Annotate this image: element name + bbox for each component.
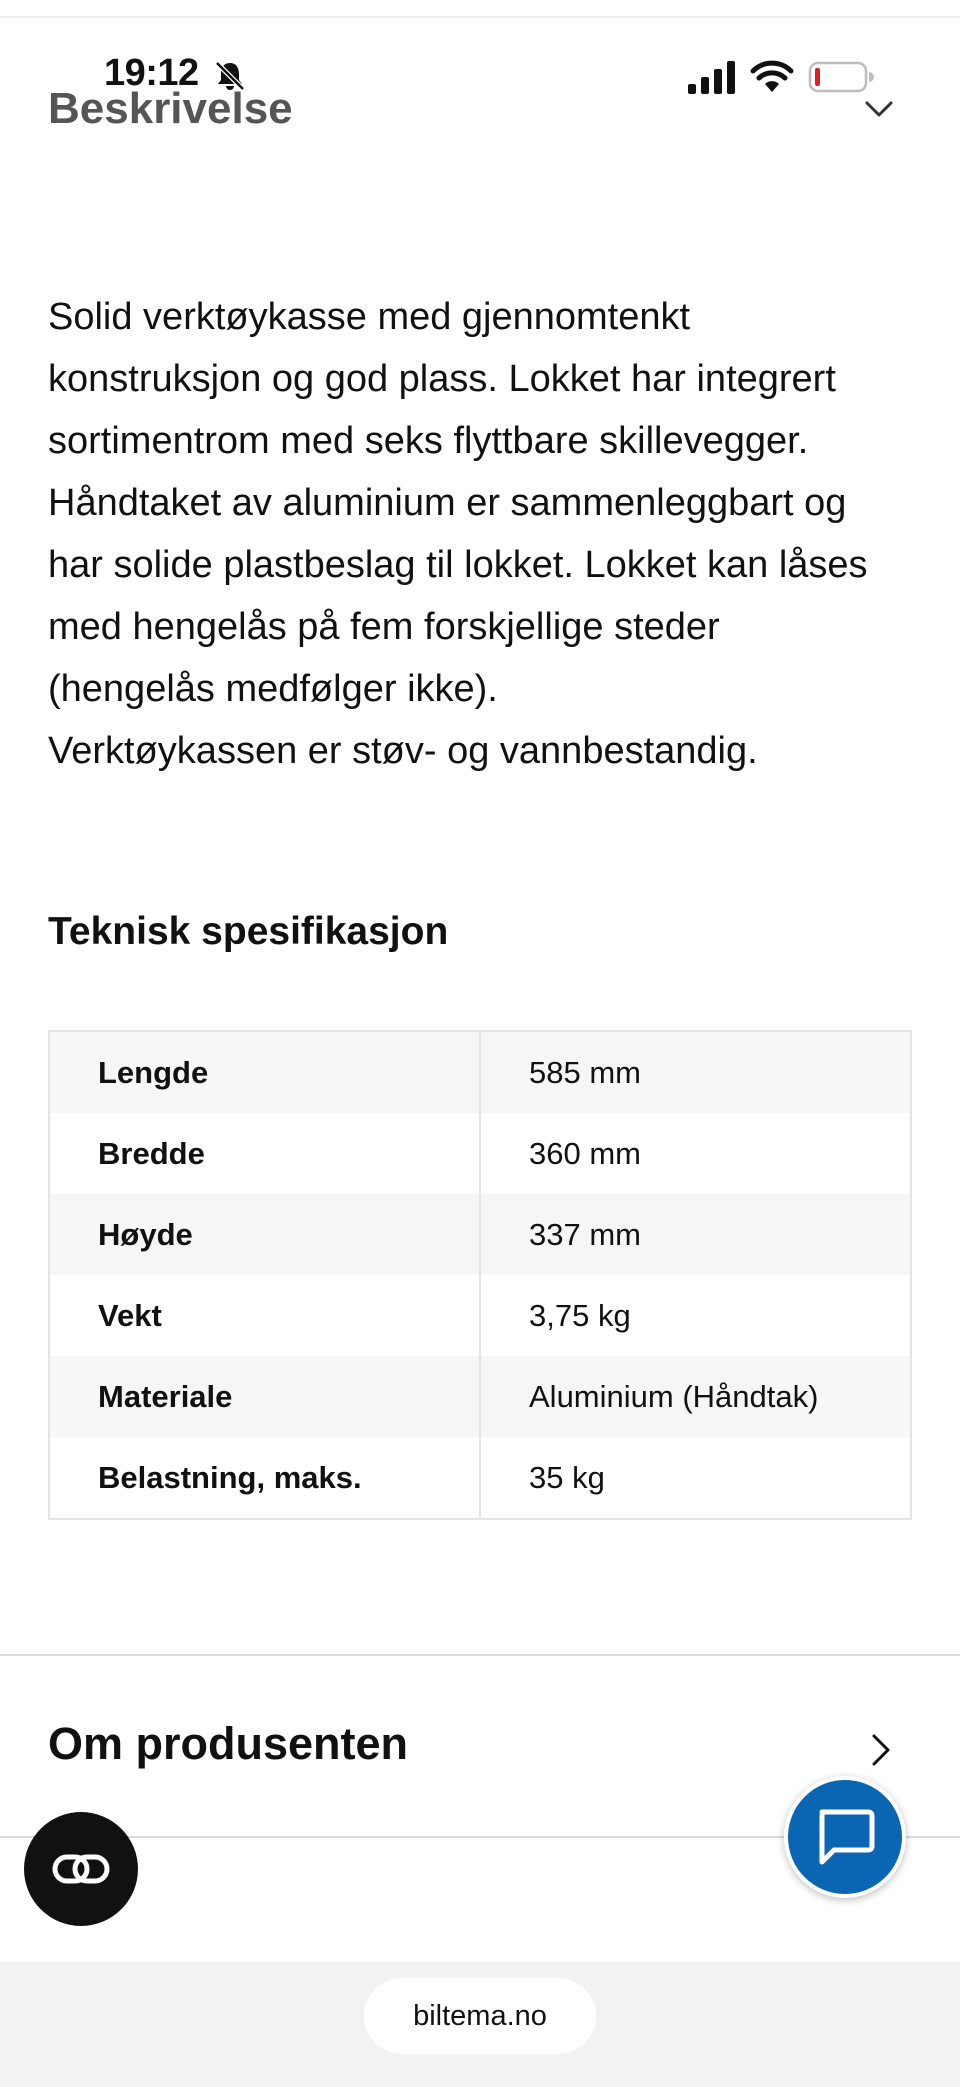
spec-table [48,1030,912,1520]
spec-key: Belastning, maks. [49,1437,480,1519]
spec-row [49,1275,911,1356]
section-title: Beskrivelse [48,84,293,133]
spec-key: Høyde [49,1194,480,1275]
spec-row [49,1194,911,1275]
spec-key: Bredde [49,1113,480,1194]
spec-key: Materiale [49,1356,480,1437]
spec-key: Vekt [49,1275,480,1356]
chevron-right-icon [864,1730,896,1770]
spec-value: 585 mm [480,1031,911,1113]
spec-value: 35 kg [480,1437,911,1519]
signal-icon [688,60,736,94]
spec-row [49,1437,911,1519]
chat-button[interactable] [784,1776,906,1898]
spec-value: 3,75 kg [480,1275,911,1356]
spec-value: 360 mm [480,1113,911,1194]
product-description: Solid verktøykasse med gjennomtenkt konstruksjon og god plass. Lokket har integrert sortimentrom med seks flyttbare skillevegger. Håndtaket av aluminium er sammenleggbart og har solide plastbeslag til lokket. Lokket kan låses med hengelås på fem forskjellige steder (hengelås medfølger ikke). Verktøykassen er støv- og vannbestandig. [48,296,868,772]
spec-value: 337 mm [480,1194,911,1275]
spec-heading: Teknisk spesifikasjon [48,910,449,953]
spec-row [49,1356,911,1437]
spec-value: Aluminium (Håndtak) [480,1356,911,1437]
status-time: 19:12 [104,52,199,94]
chevron-down-icon[interactable] [862,92,896,126]
chat-bubble-icon [812,1806,878,1868]
spec-row [49,1031,911,1113]
link-icon [51,1851,111,1887]
spec-row [49,1113,911,1194]
wifi-icon [750,58,794,94]
link-button[interactable] [24,1812,138,1926]
url-bar[interactable]: biltema.no [364,1978,596,2054]
battery-low-icon [808,60,876,94]
spec-key: Lengde [49,1031,480,1113]
manufacturer-title: Om produsenten [48,1718,409,1769]
top-divider [0,16,960,18]
